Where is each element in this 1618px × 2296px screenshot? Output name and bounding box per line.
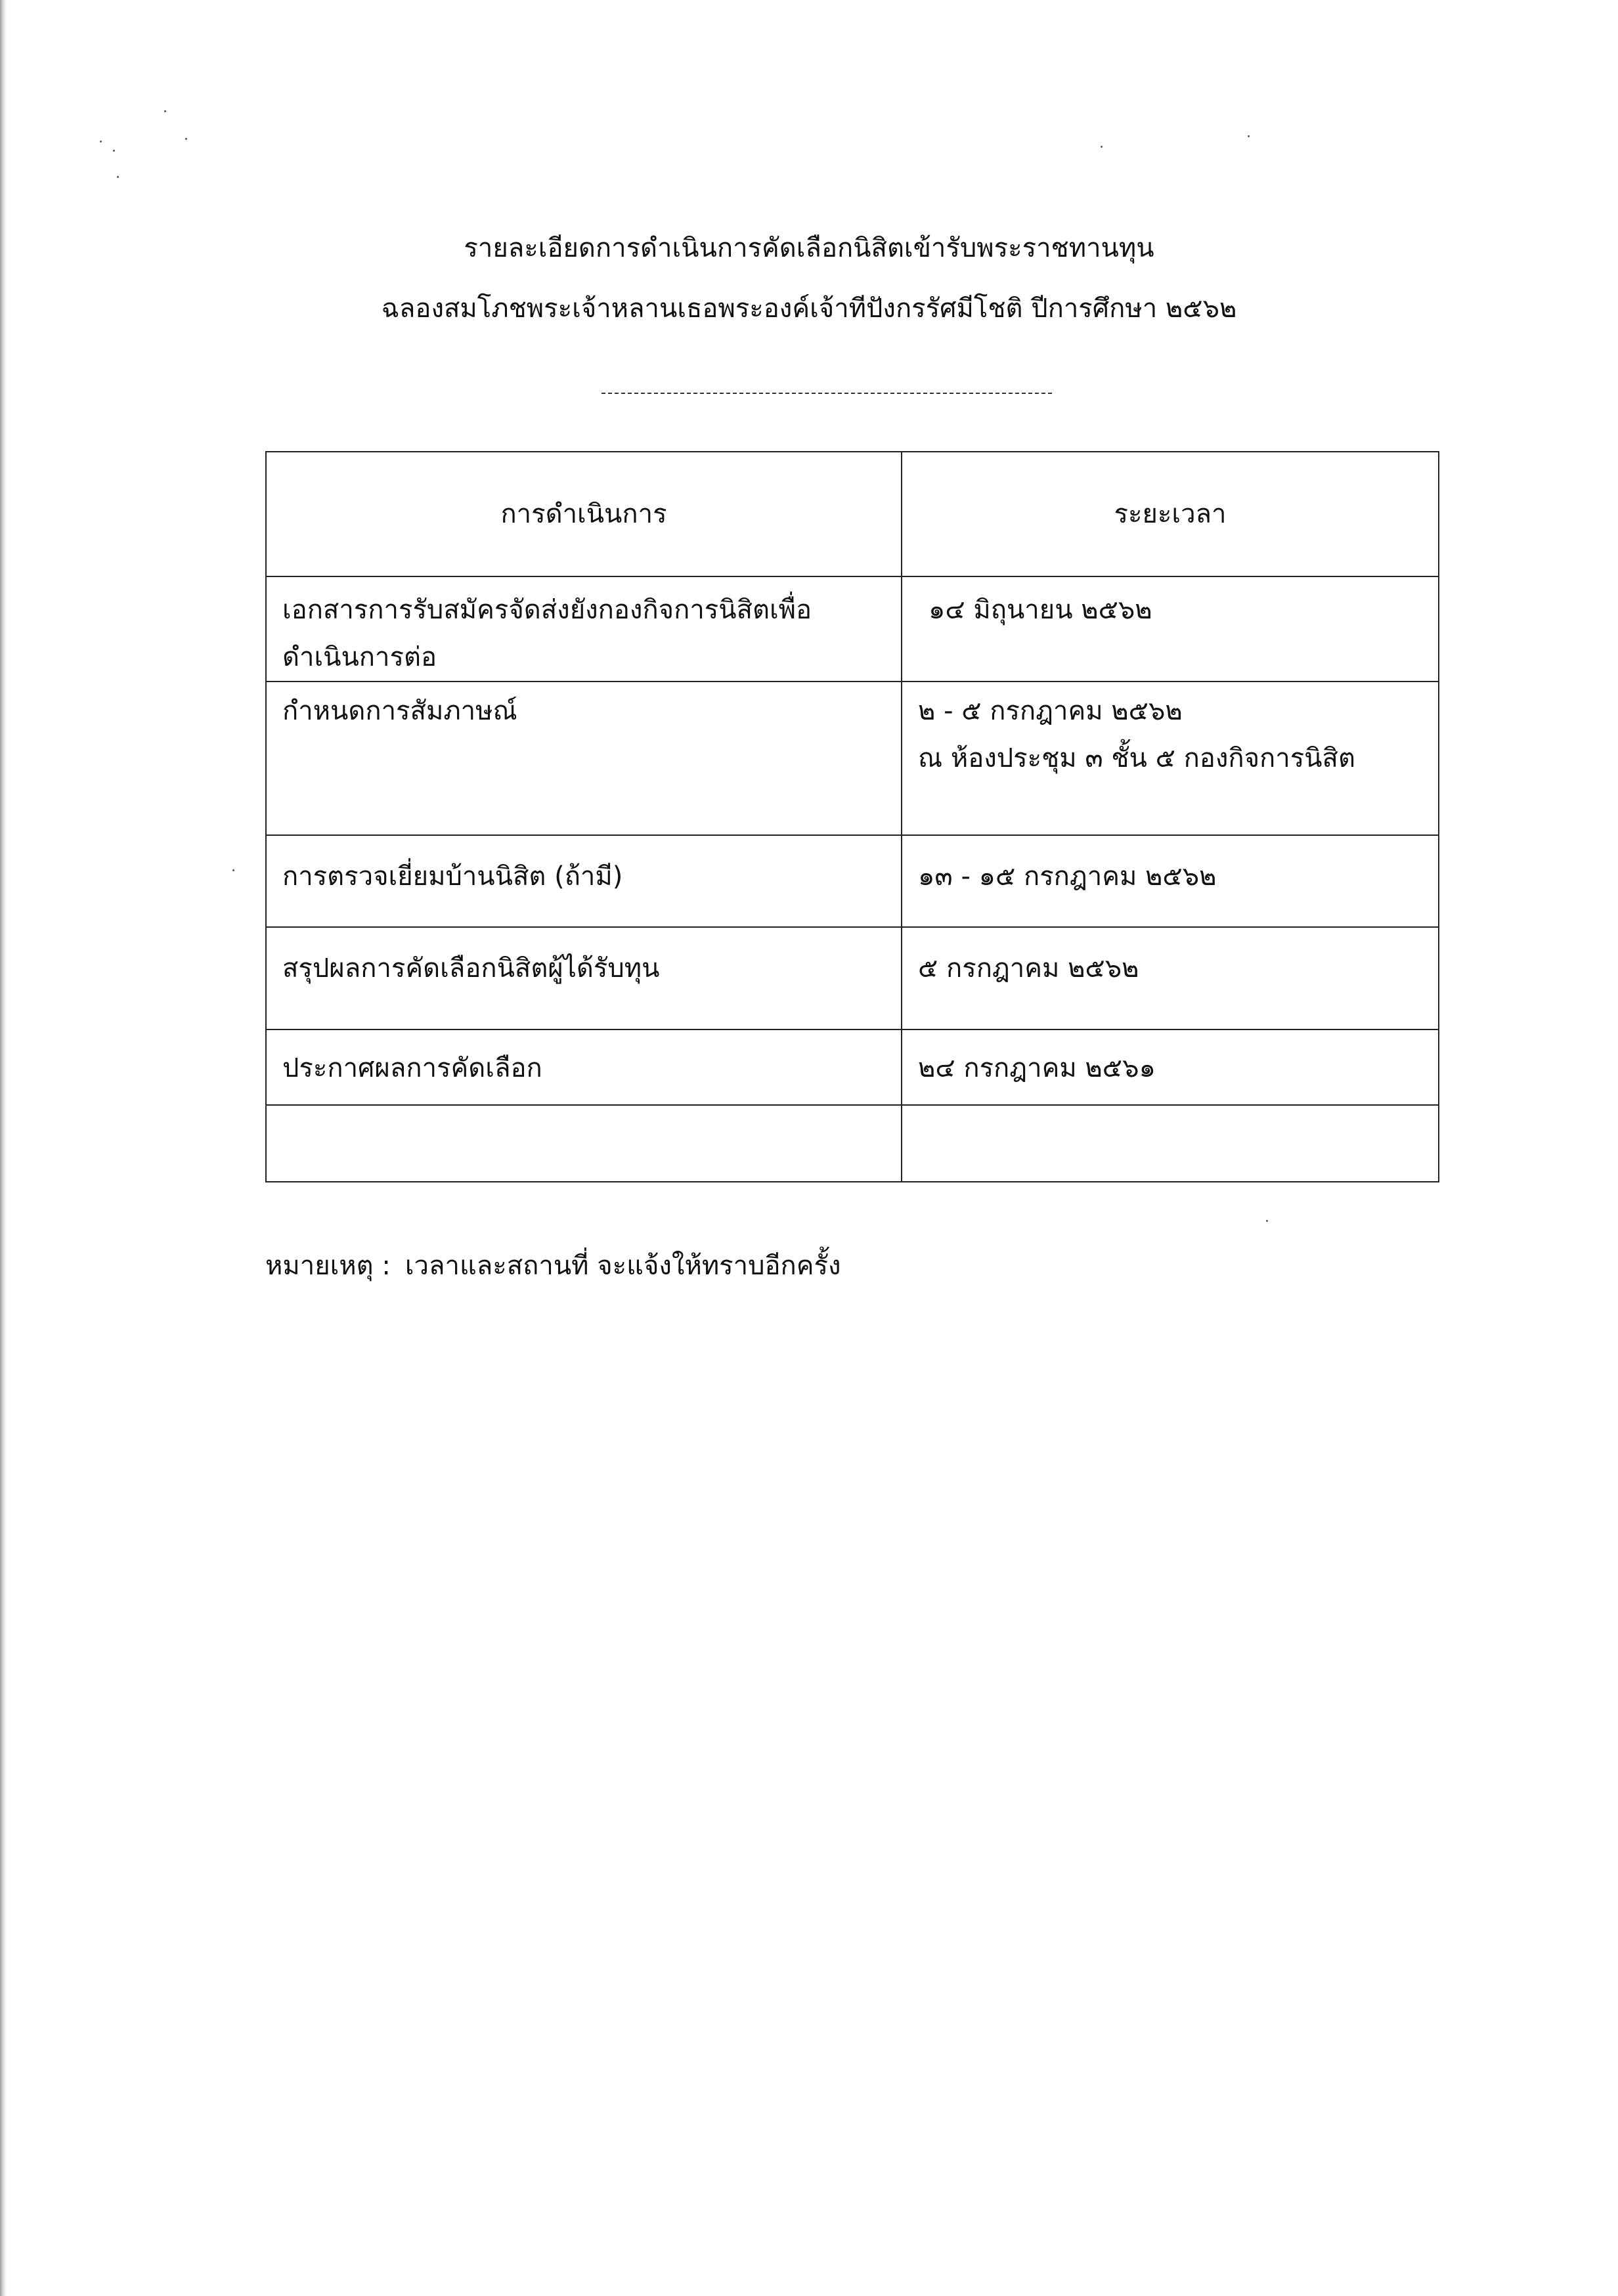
period-text: ๒ - ๕ กรกฎาคม ๒๕๖๒ xyxy=(918,696,1183,726)
scan-speck xyxy=(1266,1220,1268,1222)
document-subtitle: ฉลองสมโภชพระเจ้าหลานเธอพระองค์เจ้าทีปังกรรัศมีโชติ ปีการศึกษา ๒๕๖๒ xyxy=(381,293,1237,324)
activity-cell-empty xyxy=(266,1105,902,1182)
scan-speck xyxy=(164,110,166,112)
table-header-row xyxy=(266,452,1439,576)
scan-edge xyxy=(0,0,7,2296)
period-cell xyxy=(902,682,1439,835)
scan-speck xyxy=(100,141,102,142)
scan-speck xyxy=(1101,146,1103,148)
activity-text: ดำเนินการต่อ xyxy=(282,642,437,672)
table-row-empty xyxy=(266,1105,1439,1182)
activity-text: กำหนดการสัมภาษณ์ xyxy=(282,696,517,726)
period-cell xyxy=(902,1029,1439,1105)
column-header-activity: การดำเนินการ xyxy=(266,452,902,576)
remark-label: หมายเหตุ : xyxy=(265,1251,391,1281)
activity-text: ประกาศผลการคัดเลือก xyxy=(282,1053,542,1083)
period-cell xyxy=(902,835,1439,927)
activity-cell xyxy=(266,682,902,835)
activity-text: การตรวจเยี่ยมบ้านนิสิต (ถ้ามี) xyxy=(282,861,623,892)
table-row xyxy=(266,835,1439,927)
activity-cell xyxy=(266,1029,902,1105)
scan-speck xyxy=(1248,135,1250,137)
period-cell xyxy=(902,576,1439,682)
activity-text: เอกสารการรับสมัครจัดส่งยังกองกิจการนิสิตเพื่อ xyxy=(282,595,812,625)
period-text: ณ ห้องประชุม ๓ ชั้น ๕ กองกิจการนิสิต xyxy=(918,743,1355,773)
period-text: ๑๓ - ๑๕ กรกฎาคม ๒๕๖๒ xyxy=(918,861,1217,892)
column-header-period: ระยะเวลา xyxy=(902,452,1439,576)
scan-speck xyxy=(113,150,115,152)
table-row xyxy=(266,682,1439,835)
period-text: ๕ กรกฎาคม ๒๕๖๒ xyxy=(918,953,1139,984)
table-row xyxy=(266,927,1439,1029)
period-cell xyxy=(902,927,1439,1029)
scan-speck xyxy=(117,176,119,178)
activity-text: สรุปผลการคัดเลือกนิสิตผู้ได้รับทุน xyxy=(282,953,660,984)
document-title: รายละเอียดการดำเนินการคัดเลือกนิสิตเข้ารับพระราชทานทุน xyxy=(464,233,1154,263)
activity-cell xyxy=(266,835,902,927)
scan-speck xyxy=(232,869,234,871)
table-row xyxy=(266,1029,1439,1105)
period-text: ๒๔ กรกฎาคม ๒๕๖๑ xyxy=(918,1053,1156,1083)
remark-text: เวลาและสถานที่ จะแจ้งให้ทราบอีกครั้ง xyxy=(404,1251,841,1281)
schedule-table xyxy=(265,451,1439,1182)
table-row xyxy=(266,576,1439,682)
scan-speck xyxy=(185,138,187,140)
title-divider xyxy=(601,393,1052,394)
activity-cell xyxy=(266,927,902,1029)
activity-cell xyxy=(266,576,902,682)
period-text: ๑๔ มิถุนายน ๒๕๖๒ xyxy=(929,595,1152,625)
period-cell-empty xyxy=(902,1105,1439,1182)
remark xyxy=(265,1246,841,1286)
